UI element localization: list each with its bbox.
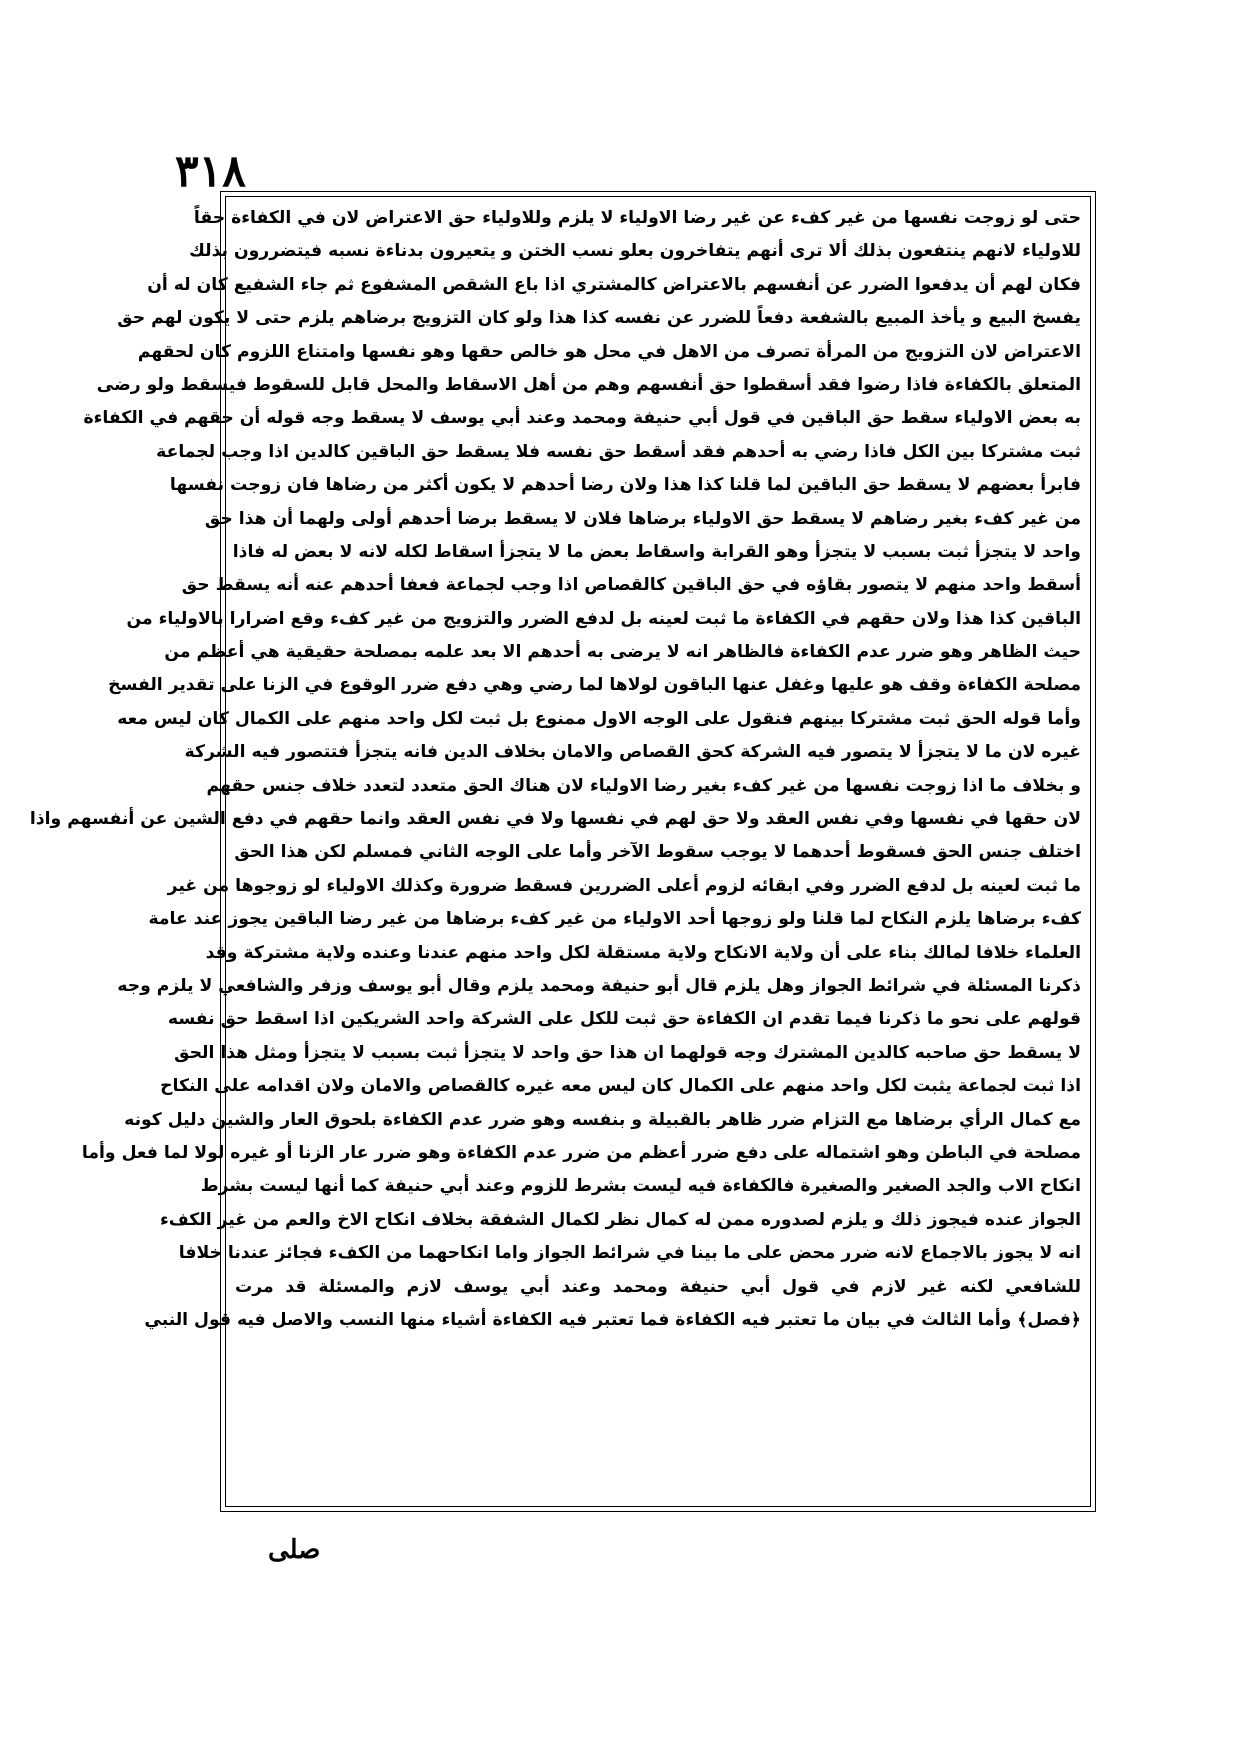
text-line: اختلف جنس الحق فسقوط أحدهما لا يوجب سقوط الآخر وأما على الوجه الثاني فمسلم لكن هذا الحق — [234, 842, 1081, 863]
text-line: للشافعي لكنه غير لازم في قول أبي حنيفة ومحمد وعند أبي يوسف لازم والمسئلة قد مرت — [235, 1276, 1081, 1297]
text-line: فابرأ بعضهم لا يسقط حق الباقين لما قلنا كذا هذا ولان رضا أحدهم لا يكون أكثر من رضاها فان زوجت نفسها — [169, 475, 1081, 496]
text-line: لا يسقط حق صاحبه كالدين المشترك وجه قولهما ان هذا حق واحد لا يتجزأ ثبت بسبب لا يتجزأ ومثل هذا الحق — [174, 1042, 1081, 1063]
text-line: الاعتراض لان التزويج من المرأة تصرف من الاهل في محل هو خالص حقها وهو نفسها وامتناع اللزوم كان لحقهم — [137, 341, 1081, 362]
text-line: انكاح الاب والجد الصغير والصغيرة فالكفاءة فيه ليست بشرط للزوم وعند أبي حنيفة كما أنها ليست بشرط — [200, 1176, 1081, 1197]
text-line: مصلحة الكفاءة وقف هو عليها وغفل عنها الباقون لولاها لما رضي وهي دفع ضرر الوقوع في الزنا على تقدير الفسخ — [108, 675, 1081, 696]
text-line: انه لا يجوز بالاجماع لانه ضرر محض على ما بينا في شرائط الجواز واما انكاحهما من الكفء فجائز عندنا خلافا — [178, 1243, 1081, 1264]
text-line: واحد لا يتجزأ ثبت بسبب لا يتجزأ وهو القرابة واسقاط بعض ما لا يتجزأ اسقاط لكله لانه لا بعض له فاذا — [232, 541, 1081, 562]
text-line: ﴿فصل﴾ وأما الثالث في بيان ما تعتبر فيه الكفاءة فما تعتبر فيه الكفاءة أشياء منها النسب والاصل فيه قول النبي — [144, 1309, 1081, 1330]
text-frame — [29, 191, 1096, 1512]
text-line: يفسخ البيع و يأخذ المبيع بالشفعة دفعاً للضرر عن نفسه كذا هذا ولو كان التزويج برضاهم يلزم حتى لا يكون لهم حق — [117, 308, 1081, 329]
page-number: ٣١٨ — [175, 146, 246, 197]
text-line: الباقين كذا هذا ولان حقهم في الكفاءة ما ثبت لعينه بل لدفع الضرر والتزويج من غير كفء وقع اضرارا بالاولياء من — [126, 608, 1081, 629]
text-line: من غير كفء بغير رضاهم لا يسقط حق الاولياء برضاها فلان لا يسقط برضا أحدهم أولى ولهما أن هذا حق — [204, 508, 1081, 529]
text-body — [29, 202, 1081, 1503]
text-line: الجواز عنده فيجوز ذلك و يلزم لصدوره ممن له كمال نظر لكمال الشفقة بخلاف انكاح الاخ والعم من غير الكفء — [160, 1209, 1081, 1230]
text-line: غيره لان ما لا يتجزأ لا يتصور فيه الشركة كحق القصاص والامان بخلاف الدين فانه يتجزأ فتتصور فيه الشركة — [184, 742, 1081, 763]
text-line: اذا ثبت لجماعة يثبت لكل واحد منهم على الكمال كان ليس معه غيره كالقصاص والامان ولان اقدامه على النكاح — [160, 1076, 1081, 1097]
catchword: صلى — [268, 1535, 321, 1565]
text-line: العلماء خلافا لمالك بناء على أن ولاية الانكاح ولاية مستقلة لكل واحد منهم عندنا وعنده ولاية مشتركة وقد — [205, 942, 1081, 963]
text-line: المتعلق بالكفاءة فاذا رضوا فقد أسقطوا حق أنفسهم وهم من أهل الاسقاط والمحل قابل للسقوط فيسقط ولو رضى — [96, 374, 1081, 395]
text-line: ما ثبت لعينه بل لدفع الضرر وفي ابقائه لزوم أعلى الضررين فسقط ضرورة وكذلك الاولياء لو زوجوها من غير — [167, 875, 1081, 896]
text-line: قولهم على نحو ما ذكرنا فيما تقدم ان الكفاءة حق ثبت للكل على الشركة واحد الشريكين اذا اسقط حق نفسه — [167, 1009, 1081, 1030]
text-line: به بعض الاولياء سقط حق الباقين في قول أبي حنيفة ومحمد وعند أبي يوسف لا يسقط وجه قوله أن حقهم في الكفاءة — [83, 408, 1081, 429]
text-line: مصلحة في الباطن وهو اشتماله على دفع ضرر أعظم من ضرر عدم الكفاءة وهو ضرر عار الزنا أو غيره لولا لما فعل وأما — [81, 1142, 1081, 1163]
text-line: ثبت مشتركا بين الكل فاذا رضي به أحدهم فقد أسقط حق نفسه فلا يسقط حق الباقين كالدين اذا وجب لجماعة — [156, 441, 1081, 462]
text-line: حيث الظاهر وهو ضرر عدم الكفاءة فالظاهر انه لا يرضى به أحدهم الا بعد علمه بمصلحة حقيقية هي أعظم من — [164, 642, 1081, 663]
text-line: للاولياء لانهم ينتفعون بذلك ألا ترى أنهم يتفاخرون بعلو نسب الختن و يتعيرون بدناءة نسبه فيتضررون بذلك — [189, 241, 1081, 262]
text-line: ذكرنا المسئلة في شرائط الجواز وهل يلزم قال أبو حنيفة ومحمد يلزم وقال أبو يوسف وزفر والشافعي لا يلزم وجه — [117, 975, 1081, 996]
text-line: أسقط واحد منهم لا يتصور بقاؤه في حق الباقين كالقصاص اذا وجب لجماعة فعفا أحدهم عنه أنه يسقط حق — [181, 575, 1081, 596]
text-line: مع كمال الرأي برضاها مع التزام ضرر ظاهر بالقبيلة و بنفسه وهو ضرر عدم الكفاءة بلحوق العار والشين دليل كونه — [124, 1109, 1081, 1130]
text-line: وأما قوله الحق ثبت مشتركا بينهم فنقول على الوجه الاول ممنوع بل ثبت لكل واحد منهم على الكمال كان ليس معه — [117, 708, 1081, 729]
text-line: و بخلاف ما اذا زوجت نفسها من غير كفء بغير رضا الاولياء لان هناك الحق متعدد لتعدد خلاف جنس حقهم — [206, 775, 1081, 796]
text-line: لان حقها في نفسها وفي نفس العقد ولا حق لهم في نفسها ولا في نفس العقد وانما حقهم في دفع الشين عن أنفسهم واذا — [29, 809, 1081, 830]
text-line: فكان لهم أن يدفعوا الضرر عن أنفسهم بالاعتراض كالمشتري اذا باع الشقص المشفوع ثم جاء الشفيع كان له أن — [147, 274, 1081, 295]
text-line: حتى لو زوجت نفسها من غير كفء عن غير رضا الاولياء لا يلزم وللاولياء حق الاعتراض لان في الكفاءة حقاً — [193, 208, 1081, 228]
text-line: كفء برضاها يلزم النكاح لما قلنا ولو زوجها أحد الاولياء من غير كفء برضاها من غير رضا الباقين يجوز عند عامة — [148, 909, 1081, 930]
